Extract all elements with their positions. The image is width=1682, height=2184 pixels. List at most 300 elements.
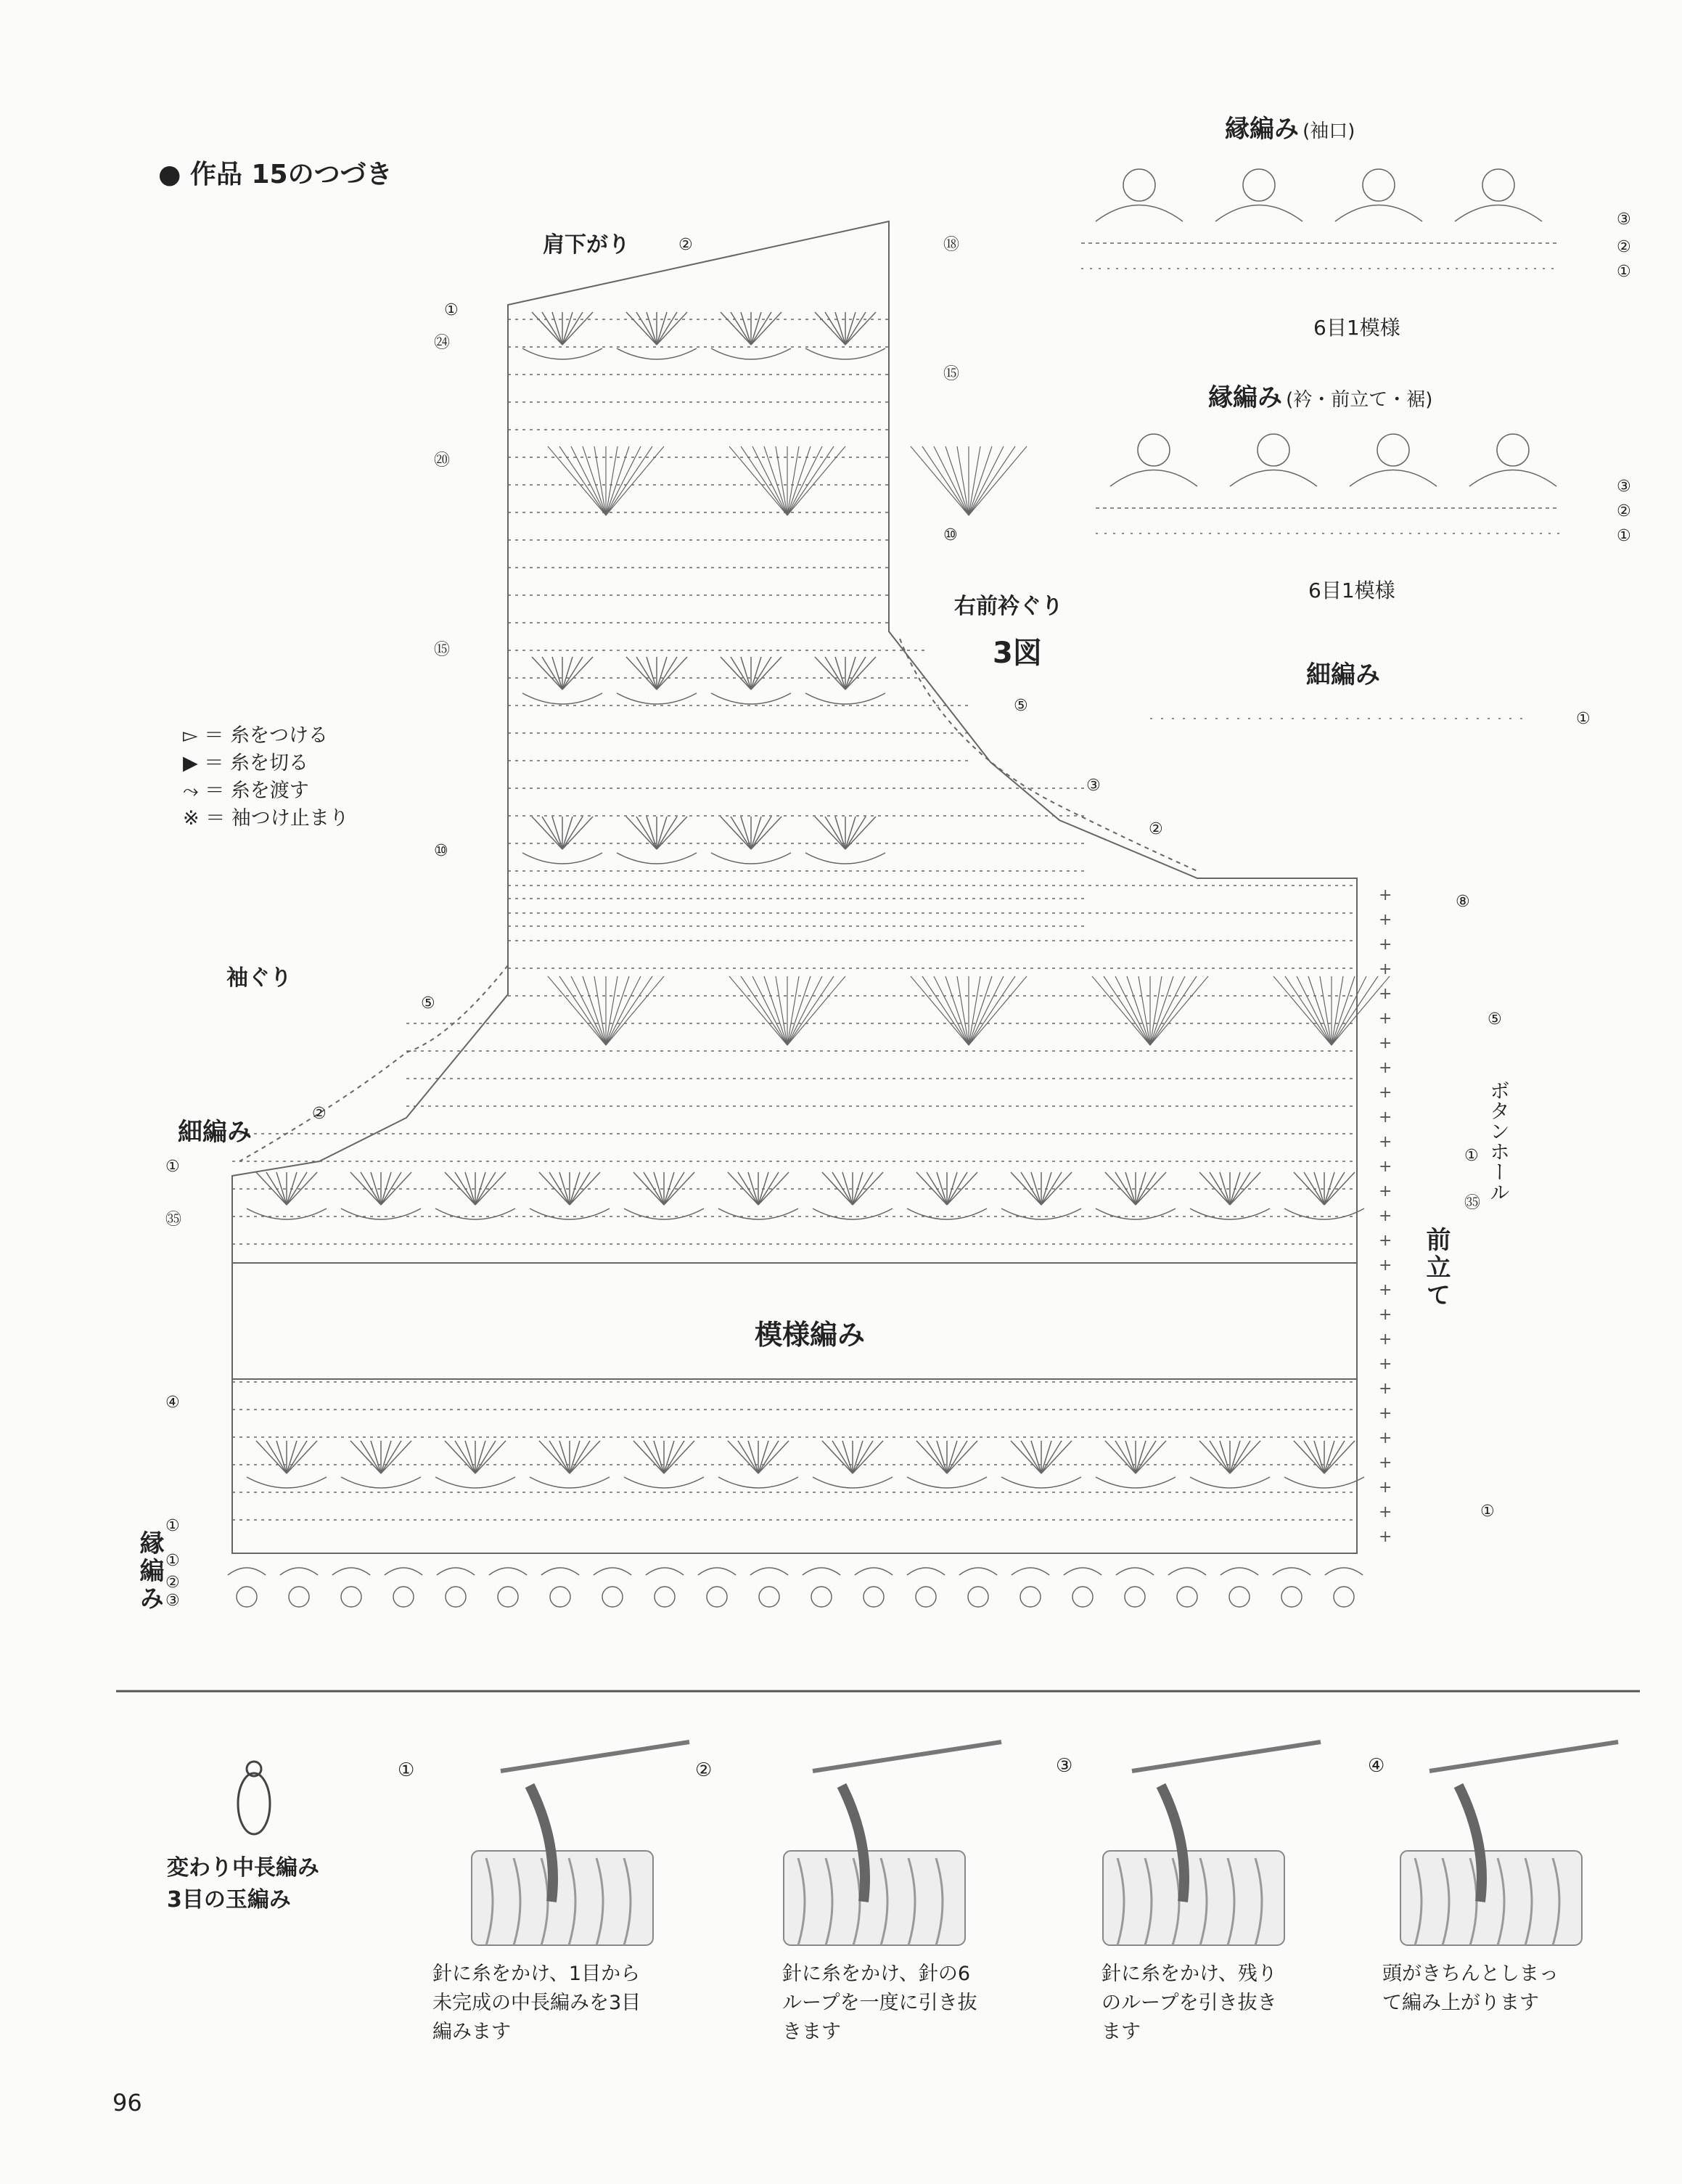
shell-stitch — [969, 976, 1015, 1045]
edge-loop — [289, 1587, 309, 1607]
fan-stitch — [832, 1441, 853, 1473]
stitch-symbol-icon — [238, 1773, 270, 1834]
edge-loop — [811, 1587, 832, 1607]
shell-stitch — [752, 976, 787, 1045]
fan-arc — [805, 853, 885, 864]
band-stitch: + — [1379, 1404, 1392, 1423]
shell-stitch — [583, 976, 606, 1045]
edge-sleeve-repeat: 6目1模様 — [1313, 316, 1400, 340]
edge-arc — [1215, 205, 1302, 222]
fan-arc — [718, 1208, 798, 1219]
fan-arc — [718, 1477, 798, 1488]
shell-stitch — [787, 976, 845, 1045]
shell-stitch — [969, 446, 1027, 515]
fan-arc — [711, 348, 791, 359]
band-stitch: + — [1379, 1380, 1392, 1398]
edge-arc — [698, 1568, 736, 1575]
band-stitch: + — [1379, 1232, 1392, 1250]
shell-stitch — [1150, 976, 1208, 1045]
edge-arc — [1096, 205, 1183, 222]
edge-picot — [1243, 169, 1275, 201]
edge-loop — [1281, 1587, 1302, 1607]
shell-stitch — [969, 446, 980, 515]
fan-stitch — [751, 312, 771, 345]
fan-arc — [617, 348, 697, 359]
edge-loop — [1072, 1587, 1093, 1607]
shell-stitch — [957, 446, 969, 515]
edge-arc — [1335, 205, 1422, 222]
band-stitch: + — [1379, 1133, 1392, 1151]
edge-picot — [1258, 434, 1289, 466]
fan-stitch — [825, 657, 845, 690]
shell-stitch — [1308, 976, 1332, 1045]
section-title: ● 作品 15のつづき — [158, 160, 393, 189]
edge-collar-row-3: ③ — [1617, 478, 1631, 496]
band-stitch: + — [1379, 1429, 1392, 1447]
fan-stitch — [845, 312, 866, 345]
row-marker-right-3: ⑤ — [1014, 697, 1028, 715]
band-stitch: + — [1379, 936, 1392, 954]
fan-arc — [805, 693, 885, 704]
row-marker-right-1: ⑮ — [943, 365, 960, 383]
edge-arc — [1012, 1568, 1049, 1575]
legend-carry-yarn: ⤳ ＝ 糸を渡す — [183, 780, 309, 802]
edge-loop — [446, 1587, 466, 1607]
fan-arc — [813, 1208, 893, 1219]
edge-collar-title: 縁編み (衿・前立て・裾) — [1208, 383, 1433, 412]
step-3-number: ③ — [1056, 1755, 1073, 1777]
shell-stitch — [1104, 976, 1150, 1045]
row-marker-right-10: ① — [1480, 1502, 1495, 1521]
step-1-caption: 針に糸をかけ、1目から 未完成の中長編みを3目 編みます — [432, 1963, 641, 2043]
edge-loop — [759, 1587, 779, 1607]
fan-arc — [1001, 1477, 1081, 1488]
edge-arc — [959, 1568, 997, 1575]
fan-stitch — [381, 1441, 401, 1473]
fan-stitch — [570, 1441, 590, 1473]
shell-stitch — [957, 976, 969, 1045]
band-stitch: + — [1379, 1158, 1392, 1176]
row-marker-left-2: ⑳ — [434, 451, 451, 470]
fan-stitch — [361, 1441, 381, 1473]
shell-stitch — [1273, 976, 1332, 1045]
shell-stitch — [922, 976, 969, 1045]
fan-stitch — [664, 1172, 684, 1205]
row-marker-left-9: ④ — [165, 1394, 180, 1412]
row-marker-right-6: ⑧ — [1456, 893, 1470, 911]
fan-stitch — [570, 1172, 590, 1205]
edge-loop — [393, 1587, 414, 1607]
figure-label: 3図 — [993, 637, 1042, 670]
shell-stitch — [787, 976, 822, 1045]
step-1-number: ① — [398, 1759, 415, 1781]
edge-loop — [707, 1587, 727, 1607]
edge-arc — [750, 1568, 788, 1575]
edge-picot — [1138, 434, 1170, 466]
shell-stitch — [1139, 976, 1150, 1045]
shell-stitch — [969, 976, 1004, 1045]
fan-stitch — [1324, 1172, 1345, 1205]
fan-stitch — [1210, 1441, 1230, 1473]
fan-stitch — [825, 817, 845, 849]
edge-collar-row-1: ① — [1617, 527, 1631, 545]
armhole-label: 袖ぐり — [226, 965, 292, 991]
row-marker-left-12: ② — [165, 1574, 180, 1592]
row-marker-left-1: ㉔ — [434, 334, 451, 352]
edge-picot — [1363, 169, 1395, 201]
fan-stitch — [947, 1172, 967, 1205]
fan-arc — [341, 1477, 421, 1488]
row-marker-left-10: ① — [165, 1517, 180, 1535]
single-crochet-label: 細編み — [178, 1118, 252, 1147]
fan-stitch — [845, 817, 866, 849]
fan-stitch — [287, 1172, 307, 1205]
fan-stitch — [266, 1441, 287, 1473]
fan-stitch — [927, 1441, 947, 1473]
step-2-caption: 針に糸をかけ、針の6 ループを一度に引き抜 きます — [782, 1963, 977, 2043]
edge-arc — [437, 1568, 475, 1575]
row-marker-right-0: ⑱ — [943, 236, 960, 254]
shell-stitch — [606, 976, 652, 1045]
shell-stitch — [787, 976, 834, 1045]
edge-arc — [1469, 470, 1556, 487]
shell-stitch — [1150, 976, 1197, 1045]
shell-stitch — [1332, 976, 1355, 1045]
shell-stitch — [969, 446, 1004, 515]
fan-stitch — [1041, 1172, 1062, 1205]
row-marker-left-5: ⑤ — [421, 994, 435, 1013]
fan-stitch — [738, 1441, 758, 1473]
step-hook — [1429, 1742, 1618, 1771]
edge-arc — [280, 1568, 318, 1575]
fan-stitch — [636, 817, 657, 849]
band-stitch: + — [1379, 1479, 1392, 1497]
edge-arc — [228, 1568, 266, 1575]
edge-arc — [541, 1568, 579, 1575]
fan-arc — [617, 693, 697, 704]
edge-picot — [1377, 434, 1409, 466]
shell-stitch — [934, 446, 969, 515]
fan-arc — [522, 853, 602, 864]
fan-stitch — [1115, 1441, 1136, 1473]
shell-stitch — [606, 976, 618, 1045]
edge-loop — [1125, 1587, 1145, 1607]
fan-stitch — [644, 1441, 664, 1473]
edge-loop — [237, 1587, 257, 1607]
row-marker-left-6: ② — [312, 1105, 327, 1123]
step-2-number: ② — [695, 1759, 713, 1781]
edge-loop — [863, 1587, 884, 1607]
edge-arc — [907, 1568, 945, 1575]
step-4-caption: 頭がきちんとしまっ て編み上がります — [1382, 1963, 1559, 2014]
band-stitch: + — [1379, 1306, 1392, 1324]
shell-stitch — [922, 446, 969, 515]
fan-arc — [1096, 1208, 1176, 1219]
row-marker-right-8: ① — [1464, 1147, 1479, 1165]
edge-arc — [1455, 205, 1542, 222]
fan-arc — [711, 853, 791, 864]
band-stitch: + — [1379, 1207, 1392, 1225]
band-stitch: + — [1379, 1503, 1392, 1521]
carry-yarn-icon: ⤳ — [183, 780, 199, 802]
row-marker-right-2: ⑩ — [943, 526, 958, 544]
fan-stitch — [636, 657, 657, 690]
fan-arc — [805, 348, 885, 359]
fan-stitch — [1136, 1441, 1156, 1473]
edge-arc — [1168, 1568, 1206, 1575]
fan-stitch — [657, 817, 677, 849]
band-stitch: + — [1379, 1330, 1392, 1349]
shell-stitch — [1150, 976, 1162, 1045]
fan-arc — [711, 693, 791, 704]
reference-mark-icon: ※ — [183, 807, 200, 830]
row-marker-right-5: ② — [1149, 820, 1163, 838]
fan-arc — [813, 1477, 893, 1488]
shell-stitch — [911, 976, 969, 1045]
row-marker-left-13: ③ — [165, 1592, 180, 1610]
fan-stitch — [853, 1441, 873, 1473]
shell-stitch — [934, 976, 969, 1045]
fan-arc — [907, 1477, 987, 1488]
fan-arc — [624, 1208, 704, 1219]
fan-stitch — [825, 312, 845, 345]
shell-stitch — [606, 446, 664, 515]
fan-stitch — [549, 1441, 570, 1473]
shell-stitch — [787, 976, 811, 1045]
shell-stitch — [1285, 976, 1332, 1045]
edge-arc — [646, 1568, 684, 1575]
edge-arc — [1230, 470, 1317, 487]
step-hook — [1132, 1742, 1321, 1771]
fan-arc — [1284, 1477, 1364, 1488]
edge-arc — [1110, 470, 1197, 487]
page-number: 96 — [112, 2089, 142, 2116]
band-stitch: + — [1379, 1108, 1392, 1126]
row-marker-right-7: ⑤ — [1488, 1010, 1502, 1028]
fan-stitch — [657, 657, 677, 690]
fan-stitch — [1136, 1172, 1156, 1205]
fan-arc — [247, 1477, 327, 1488]
shell-stitch — [945, 976, 969, 1045]
armhole — [239, 965, 508, 1161]
band-stitch: + — [1379, 911, 1392, 929]
band-stitch: + — [1379, 985, 1392, 1003]
neck-label: 右前衿ぐり — [954, 594, 1063, 619]
step-hook — [501, 1742, 689, 1771]
fan-stitch — [542, 657, 562, 690]
edge-picot — [1123, 169, 1155, 201]
fan-arc — [1001, 1208, 1081, 1219]
fan-stitch — [657, 312, 677, 345]
stitch-name: 変わり中長編み 3目の玉編み — [167, 1855, 319, 1913]
shell-stitch — [548, 976, 606, 1045]
edge-arc — [1221, 1568, 1258, 1575]
shell-stitch — [969, 446, 992, 515]
band-stitch: + — [1379, 1059, 1392, 1077]
shoulder-label: 肩下がり — [543, 232, 630, 258]
fan-stitch — [455, 1441, 475, 1473]
fan-stitch — [475, 1172, 496, 1205]
fan-arc — [341, 1208, 421, 1219]
edge-arc — [1273, 1568, 1310, 1575]
shell-stitch — [1115, 976, 1150, 1045]
fan-stitch — [751, 817, 771, 849]
edge-sleeve-row-1: ① — [1617, 263, 1631, 281]
fan-stitch — [731, 657, 751, 690]
fan-stitch — [731, 312, 751, 345]
front-band-label: 前立て — [1422, 1227, 1451, 1309]
legend-attach-yarn: ▻ ＝ 糸をつける — [183, 724, 328, 747]
edge-label: 縁編み — [135, 1530, 164, 1613]
band-stitch: + — [1379, 1281, 1392, 1299]
edge-loop — [341, 1587, 361, 1607]
fan-stitch — [287, 1441, 307, 1473]
fan-arc — [1190, 1208, 1270, 1219]
shell-stitch — [911, 446, 969, 515]
row-marker-left-0: ① — [444, 301, 459, 319]
band-stitch: + — [1379, 960, 1392, 978]
shell-stitch — [969, 976, 980, 1045]
shell-stitch — [1150, 976, 1173, 1045]
single-row-1: ① — [1576, 710, 1591, 728]
edge-loop — [968, 1587, 988, 1607]
edge-loop — [916, 1587, 936, 1607]
fan-stitch — [758, 1172, 779, 1205]
fan-stitch — [542, 817, 562, 849]
edge-collar-row-2: ② — [1617, 502, 1631, 520]
edge-sleeve-title: 縁編み (袖口) — [1225, 115, 1355, 144]
band-stitch: + — [1379, 1355, 1392, 1373]
fan-stitch — [1324, 1441, 1345, 1473]
fan-arc — [1284, 1208, 1364, 1219]
step-3-caption: 針に糸をかけ、残り のループを引き抜き ます — [1101, 1963, 1277, 2043]
fan-arc — [522, 693, 602, 704]
fan-stitch — [853, 1172, 873, 1205]
fan-arc — [435, 1477, 515, 1488]
fan-stitch — [562, 657, 583, 690]
fan-stitch — [1021, 1441, 1041, 1473]
edge-arc — [1350, 470, 1437, 487]
fan-arc — [530, 1477, 610, 1488]
legend-cut-yarn: ▶ ＝ 糸を切る — [183, 752, 308, 774]
row-marker-left-7: ① — [165, 1158, 180, 1176]
row-marker-left-11: ① — [165, 1552, 180, 1570]
row-marker-left-8: ㉟ — [165, 1211, 182, 1229]
shell-stitch — [787, 446, 845, 515]
shell-stitch — [969, 976, 1027, 1045]
edge-arc — [1325, 1568, 1363, 1575]
pattern-label: 模様編み — [755, 1319, 866, 1351]
shell-stitch — [1332, 976, 1343, 1045]
body-outline — [232, 221, 1357, 1553]
fan-stitch — [562, 312, 583, 345]
attach-yarn-icon: ▻ — [183, 724, 198, 747]
edge-sleeve-row-2: ② — [1617, 238, 1631, 256]
shell-stitch — [571, 976, 606, 1045]
cut-yarn-icon: ▶ — [183, 752, 198, 774]
shell-stitch — [1092, 976, 1150, 1045]
edge-loop — [1229, 1587, 1250, 1607]
row-marker-right-4: ③ — [1086, 777, 1101, 795]
row-marker-right-9: ㉟ — [1464, 1194, 1481, 1212]
band-stitch: + — [1379, 1528, 1392, 1546]
shell-stitch — [606, 976, 641, 1045]
band-stitch: + — [1379, 1454, 1392, 1472]
shell-stitch — [606, 976, 664, 1045]
shell-stitch — [1127, 976, 1150, 1045]
shell-stitch — [969, 976, 992, 1045]
edge-arc — [1116, 1568, 1154, 1575]
edge-arc — [1064, 1568, 1101, 1575]
single-title: 細編み — [1306, 660, 1380, 690]
shell-stitch — [1332, 976, 1378, 1045]
shell-stitch — [969, 446, 1015, 515]
fan-stitch — [562, 817, 583, 849]
legend-sleeve-stop: ※ ＝ 袖つけ止まり — [183, 807, 349, 830]
edge-arc — [594, 1568, 631, 1575]
row-marker-left-4: ⑩ — [434, 842, 448, 860]
edge-loop — [1177, 1587, 1197, 1607]
row-marker-left-3: ⑮ — [434, 641, 451, 659]
shell-stitch — [1332, 976, 1366, 1045]
edge-picot — [1482, 169, 1514, 201]
shell-stitch — [741, 976, 787, 1045]
edge-picot — [1497, 434, 1529, 466]
shoulder-row-marker: ② — [678, 236, 693, 254]
edge-loop — [1020, 1587, 1041, 1607]
fan-stitch — [636, 312, 657, 345]
edge-loop — [655, 1587, 675, 1607]
fan-arc — [522, 348, 602, 359]
fan-arc — [1190, 1477, 1270, 1488]
shell-stitch — [606, 976, 629, 1045]
shell-stitch — [606, 446, 652, 515]
fan-stitch — [731, 817, 751, 849]
edge-arc — [855, 1568, 893, 1575]
edge-loop — [550, 1587, 570, 1607]
shell-stitch — [1320, 976, 1332, 1045]
band-stitch: + — [1379, 886, 1392, 904]
shell-stitch — [559, 976, 606, 1045]
fan-arc — [617, 853, 697, 864]
shell-stitch — [776, 976, 787, 1045]
fan-arc — [907, 1208, 987, 1219]
fan-arc — [530, 1208, 610, 1219]
shell-stitch — [729, 976, 787, 1045]
band-stitch: + — [1379, 1034, 1392, 1052]
shell-stitch — [594, 976, 606, 1045]
legend — [183, 722, 349, 833]
band-stitch: + — [1379, 1256, 1392, 1275]
shell-stitch — [787, 976, 799, 1045]
band-stitch: + — [1379, 1084, 1392, 1102]
fan-stitch — [751, 657, 771, 690]
fan-stitch — [1230, 1172, 1250, 1205]
bullet-icon: ● — [158, 160, 181, 189]
fan-stitch — [758, 1441, 779, 1473]
fan-arc — [435, 1208, 515, 1219]
shell-stitch — [1150, 976, 1185, 1045]
edge-loop — [498, 1587, 518, 1607]
band-stitch: + — [1379, 1182, 1392, 1201]
fan-stitch — [1041, 1441, 1062, 1473]
buttonhole-label: ボタンホール — [1487, 1080, 1511, 1202]
fan-stitch — [947, 1441, 967, 1473]
edge-collar-repeat: 6目1模様 — [1308, 578, 1395, 602]
fan-arc — [1096, 1477, 1176, 1488]
fan-stitch — [1304, 1441, 1324, 1473]
fan-stitch — [845, 657, 866, 690]
